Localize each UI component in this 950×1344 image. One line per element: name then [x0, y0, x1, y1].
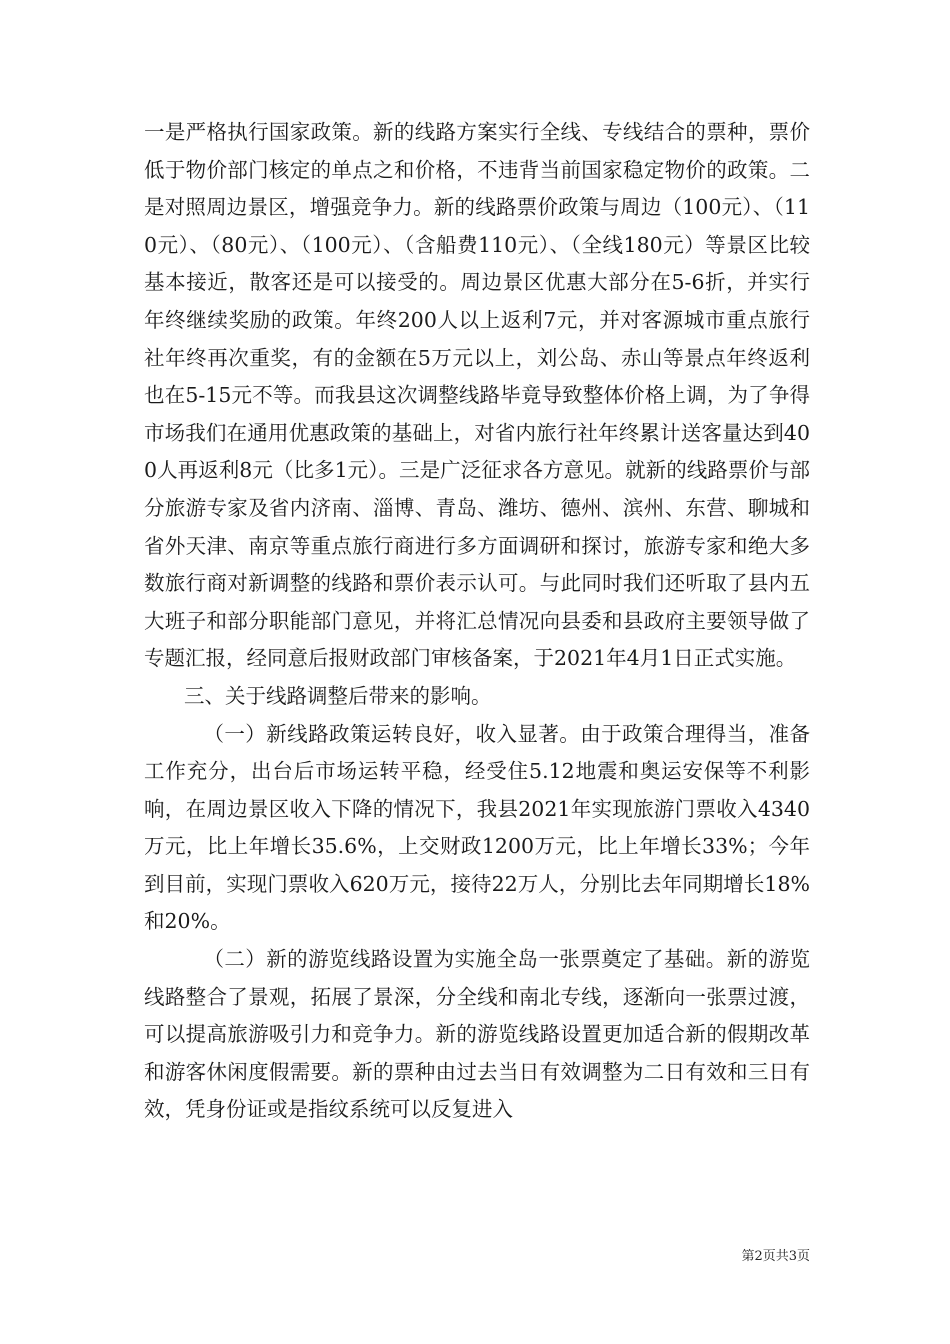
- paragraph-policy-measures: 一是严格执行国家政策。新的线路方案实行全线、专线结合的票种，票价低于物价部门核定的单点之和价格，不违背当前国家稳定物价的政策。二是对照周边景区，增强竞争力。新的线路票价政策与周边（100元）、（110元）、（80元）、（100元）、（含船费110元）、（全线180元）等景区比较基本接近，散客还是可以接受的。周边景区优惠大部分在5-6折，并实行年终继续奖励的政策。年终200人以上返利7元，并对客源城市重点旅行社年终再次重奖，有的金额在5万元以上，刘公岛、赤山等景点年终返利也在5-15元不等。而我县这次调整线路毕竟导致整体价格上调，为了争得市场我们在通用优惠政策的基础上，对省内旅行社年终累计送客量达到400人再返利8元（比多1元）。三是广泛征求各方意见。就新的线路票价与部分旅游专家及省内济南、淄博、青岛、潍坊、德州、滨州、东营、聊城和省外天津、南京等重点旅行商进行多方面调研和探讨，旅游专家和绝大多数旅行商对新调整的线路和票价表示认可。与此同时我们还听取了县内五大班子和部分职能部门意见，并将汇总情况向县委和县政府主要领导做了专题汇报，经同意后报财政部门审核备案，于2021年4月1日正式实施。: [144, 120, 810, 671]
- paragraph-impact-routes: （二）新的游览线路设置为实施全岛一张票奠定了基础。新的游览线路整合了景观，拓展了景深，分全线和南北专线，逐渐向一张票过渡，可以提高旅游吸引力和竞争力。新的游览线路设置更加适合新的假期改革和游客休闲度假需要。新的票种由过去当日有效调整为二日有效和三日有效，凭身份证或是指纹系统可以反复进入: [144, 947, 810, 1122]
- page-number: 第2页共3页: [741, 1249, 810, 1264]
- paragraph-impact-revenue: （一）新线路政策运转良好，收入显著。由于政策合理得当，准备工作充分，出台后市场运转平稳，经受住5.12地震和奥运安保等不利影响，在周边景区收入下降的情况下，我县2021年实现旅游门票收入4340万元，比上年增长35.6%，上交财政1200万元，比上年增长33%；今年到目前，实现门票收入620万元，接待22万人，分别比去年同期增长18%和20%。: [144, 721, 810, 934]
- section-heading-impact: 三、关于线路调整后带来的影响。: [183, 683, 492, 708]
- document-body: [144, 114, 810, 1129]
